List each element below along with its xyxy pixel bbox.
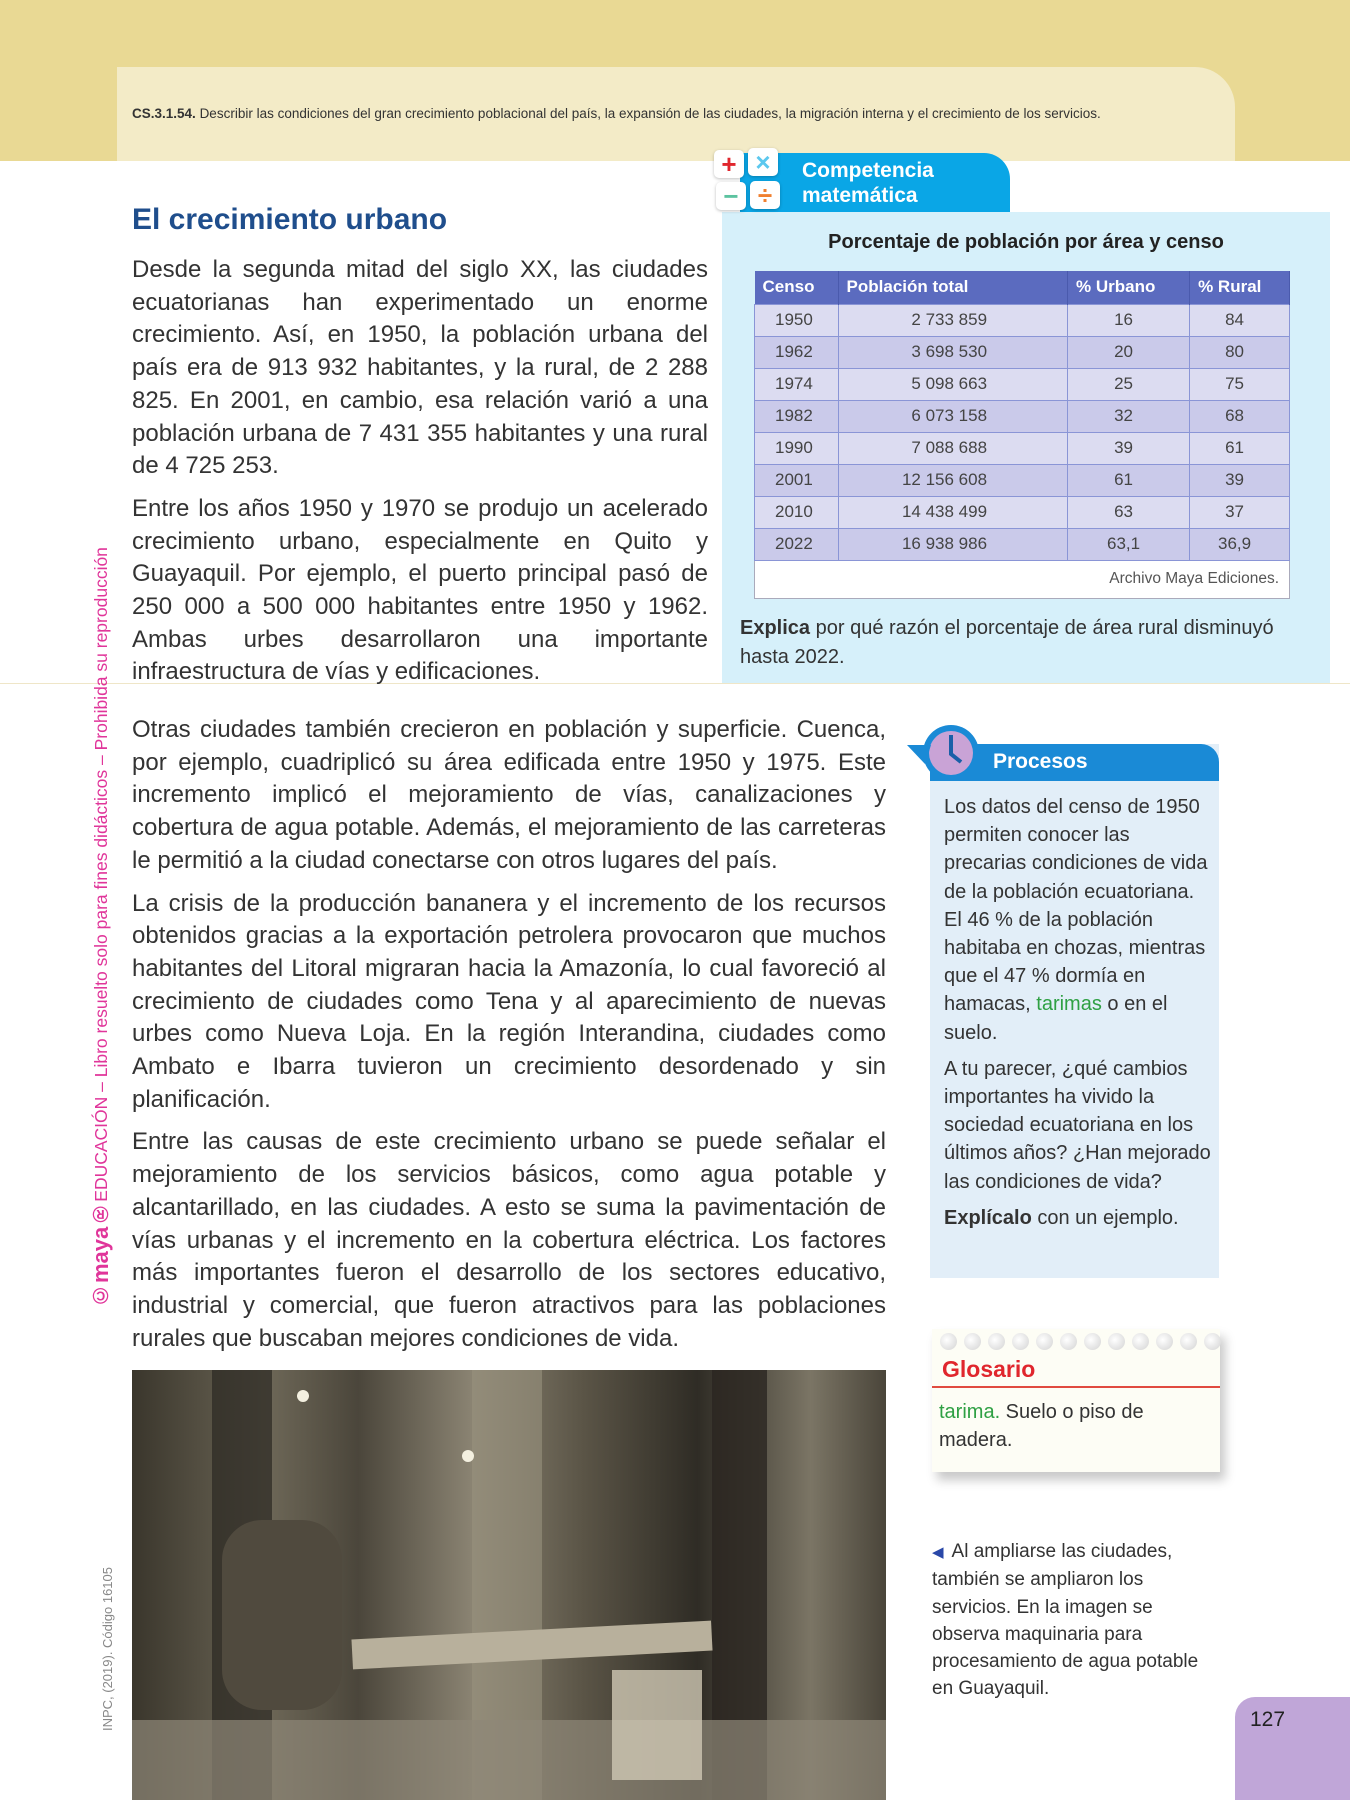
- table-cell: 5 098 663: [838, 368, 1067, 400]
- divide-icon: ÷: [750, 181, 780, 209]
- text: o en el suelo.: [944, 993, 1168, 1044]
- tab-line: matemática: [802, 184, 918, 207]
- clock-icon: [905, 720, 985, 786]
- standard-code: CS.3.1.54.: [132, 106, 196, 121]
- table-cell: 1974: [755, 368, 839, 400]
- table-cell: 61: [1068, 464, 1190, 496]
- copyright-notice: [88, 488, 114, 1308]
- table-cell: 36,9: [1190, 528, 1290, 560]
- minus-icon: −: [716, 182, 746, 210]
- paragraph: Desde la segunda mitad del siglo XX, las ciudades ecuatorianas han experimentado un enorme crecimiento. Así, en 1950, la población urbana del país era de 913 932 habitantes, y la rural, de 2 288 825. En 2001, en cambio, esa relación varió a una población urbana de 7 431 355 habitantes y una rural de 4 725 253.: [132, 256, 708, 480]
- table-cell: 63: [1068, 496, 1190, 528]
- table-cell: 61: [1190, 432, 1290, 464]
- table-cell: 25: [1068, 368, 1190, 400]
- table-row: [755, 464, 1290, 496]
- paragraph: Otras ciudades también crecieron en población y superficie. Cuenca, por ejemplo, cuadriplicó su área edificada entre 1950 y 1975. Este incremento implicó el mejoramiento de vías, canalizaciones y cobertura de agua potable. Además, el mejoramiento de las carreteras le permitió a la ciudad conectarse con otros lugares del país.: [132, 716, 886, 874]
- table-cell: 68: [1190, 400, 1290, 432]
- table-cell: 2022: [755, 528, 839, 560]
- table-source-row: [755, 560, 1290, 598]
- table-cell: 7 088 688: [838, 432, 1067, 464]
- notebook-rings: [940, 1333, 1221, 1350]
- copyright-text: EDUCACIÓN – Libro resuelto solo para fines didácticos – Prohibida su reproducción: [91, 547, 111, 1202]
- procesos-text: [944, 793, 1214, 1240]
- table-row: [755, 400, 1290, 432]
- table-cell: 80: [1190, 336, 1290, 368]
- column-header: Población total: [838, 271, 1067, 304]
- table-cell: 1962: [755, 336, 839, 368]
- procesos-header: Procesos: [930, 744, 1219, 781]
- curriculum-standard: [132, 106, 1101, 121]
- explica-bold: Explica: [740, 617, 811, 639]
- glosario-entry: [939, 1398, 1209, 1454]
- table-cell: 16 938 986: [838, 528, 1067, 560]
- table-header-row: [755, 271, 1290, 304]
- table-row: [755, 496, 1290, 528]
- table-cell: 1950: [755, 304, 839, 336]
- table-cell: 37: [1190, 496, 1290, 528]
- text: Los datos del censo de 1950 permiten conocer las precarias condiciones de vida de la población ecuatoriana. El 46 % de la población habitaba en chozas, mientras que el 47 % dormía en hamacas,: [944, 796, 1208, 1016]
- caption-text: Al ampliarse las ciudades, también se ampliaron los servicios. En la imagen se observa maquinaria para procesamiento de agua potable en Guayaquil.: [932, 1541, 1199, 1700]
- table-cell: 2001: [755, 464, 839, 496]
- glossary-term: tarimas: [1036, 993, 1102, 1016]
- triangle-left-icon: ◀: [932, 1544, 944, 1561]
- table-cell: 32: [1068, 400, 1190, 432]
- table-cell: 75: [1190, 368, 1290, 400]
- explica-prompt: [740, 614, 1320, 672]
- photo-caption: [932, 1538, 1224, 1703]
- math-operations-icon: [712, 148, 784, 214]
- table-row: [755, 336, 1290, 368]
- table-title: Porcentaje de población por área y censo: [828, 231, 1224, 253]
- census-table: [754, 271, 1290, 599]
- paragraph: Entre las causas de este crecimiento urbano se puede señalar el mejoramiento de los servicios básicos, como agua potable y alcantarillado, en las ciudades. A esto se suma la pavimentación de vías urbanas y el incremento en la cobertura eléctrica. Los factores más importantes fueron el desarrollo de los sectores educativo, industrial y comercial, que fueron atractivos para las poblaciones rurales que buscaban mejores condiciones de vida.: [132, 1128, 886, 1352]
- body-text: [132, 714, 886, 1365]
- table-cell: 84: [1190, 304, 1290, 336]
- table-cell: 16: [1068, 304, 1190, 336]
- column-header: % Rural: [1190, 271, 1290, 304]
- table-cell: 12 156 608: [838, 464, 1067, 496]
- table-cell: 2010: [755, 496, 839, 528]
- water-machinery-photo: [132, 1370, 886, 1800]
- glossary-definition: Suelo o piso de madera.: [939, 1401, 1144, 1451]
- column-header: Censo: [755, 271, 839, 304]
- table-cell: 1990: [755, 432, 839, 464]
- times-icon: ×: [748, 148, 778, 176]
- page-number: 127: [1250, 1708, 1286, 1731]
- task-bold: Explícalo: [944, 1206, 1032, 1229]
- plus-icon: +: [714, 150, 744, 178]
- table-cell: 20: [1068, 336, 1190, 368]
- table-cell: 6 073 158: [838, 400, 1067, 432]
- table-row: [755, 304, 1290, 336]
- table-row: [755, 528, 1290, 560]
- photo-credit: INPC, (2019). Código 16105: [100, 1567, 115, 1732]
- paragraph: La crisis de la producción bananera y el incremento de los recursos obtenidos gracias a la exportación petrolera provocaron que muchos habitantes del Litoral migraran hacia la Amazonía, lo cual favoreció al crecimiento de ciudades como Tena y al aparecimiento de nuevas urbes como Nueva Loja. En la región Interandina, ciudades como Ambato e Ibarra tuvieron un crecimiento desordenado y sin planificación.: [132, 889, 886, 1113]
- intro-text: [132, 254, 708, 699]
- table-cell: 39: [1190, 464, 1290, 496]
- explica-text: por qué razón el porcentaje de área rural disminuyó hasta 2022.: [740, 617, 1274, 668]
- table-row: [755, 368, 1290, 400]
- procesos-question: A tu parecer, ¿qué cambios importantes ha vivido la sociedad ecuatoriana en los últimos años? ¿Han mejorado las condiciones de vida?: [944, 1057, 1211, 1193]
- tab-line: Competencia: [802, 159, 934, 182]
- procesos-paragraph: [944, 793, 1214, 1047]
- maya-logo: ©maya®: [88, 1201, 113, 1308]
- table-cell: 1982: [755, 400, 839, 432]
- table-cell: 2 733 859: [838, 304, 1067, 336]
- text: con un ejemplo.: [1031, 1206, 1179, 1229]
- table-cell: 14 438 499: [838, 496, 1067, 528]
- glosario-divider: [932, 1386, 1220, 1388]
- table-cell: 3 698 530: [838, 336, 1067, 368]
- standard-text: Describir las condiciones del gran crecimiento poblacional del país, la expansión de las ciudades, la migración interna y el crecimiento de los servicios.: [199, 106, 1101, 121]
- table-cell: 39: [1068, 432, 1190, 464]
- table-row: [755, 432, 1290, 464]
- table-source: Archivo Maya Ediciones.: [755, 560, 1290, 598]
- glosario-note: [932, 1329, 1220, 1472]
- table-cell: 63,1: [1068, 528, 1190, 560]
- glosario-title: Glosario: [942, 1356, 1036, 1382]
- procesos-task: [944, 1204, 1214, 1232]
- column-header: % Urbano: [1068, 271, 1190, 304]
- paragraph: Entre los años 1950 y 1970 se produjo un acelerado crecimiento urbano, especialmente en Quito y Guayaquil. Por ejemplo, el puerto principal pasó de 250 000 a 500 000 habitantes entre 1950 y 1962. Ambas urbes desarrollaron una importante infraestructura de vías y edificaciones.: [132, 494, 708, 686]
- page-title: El crecimiento urbano: [132, 203, 448, 236]
- glossary-term: tarima.: [939, 1401, 1001, 1423]
